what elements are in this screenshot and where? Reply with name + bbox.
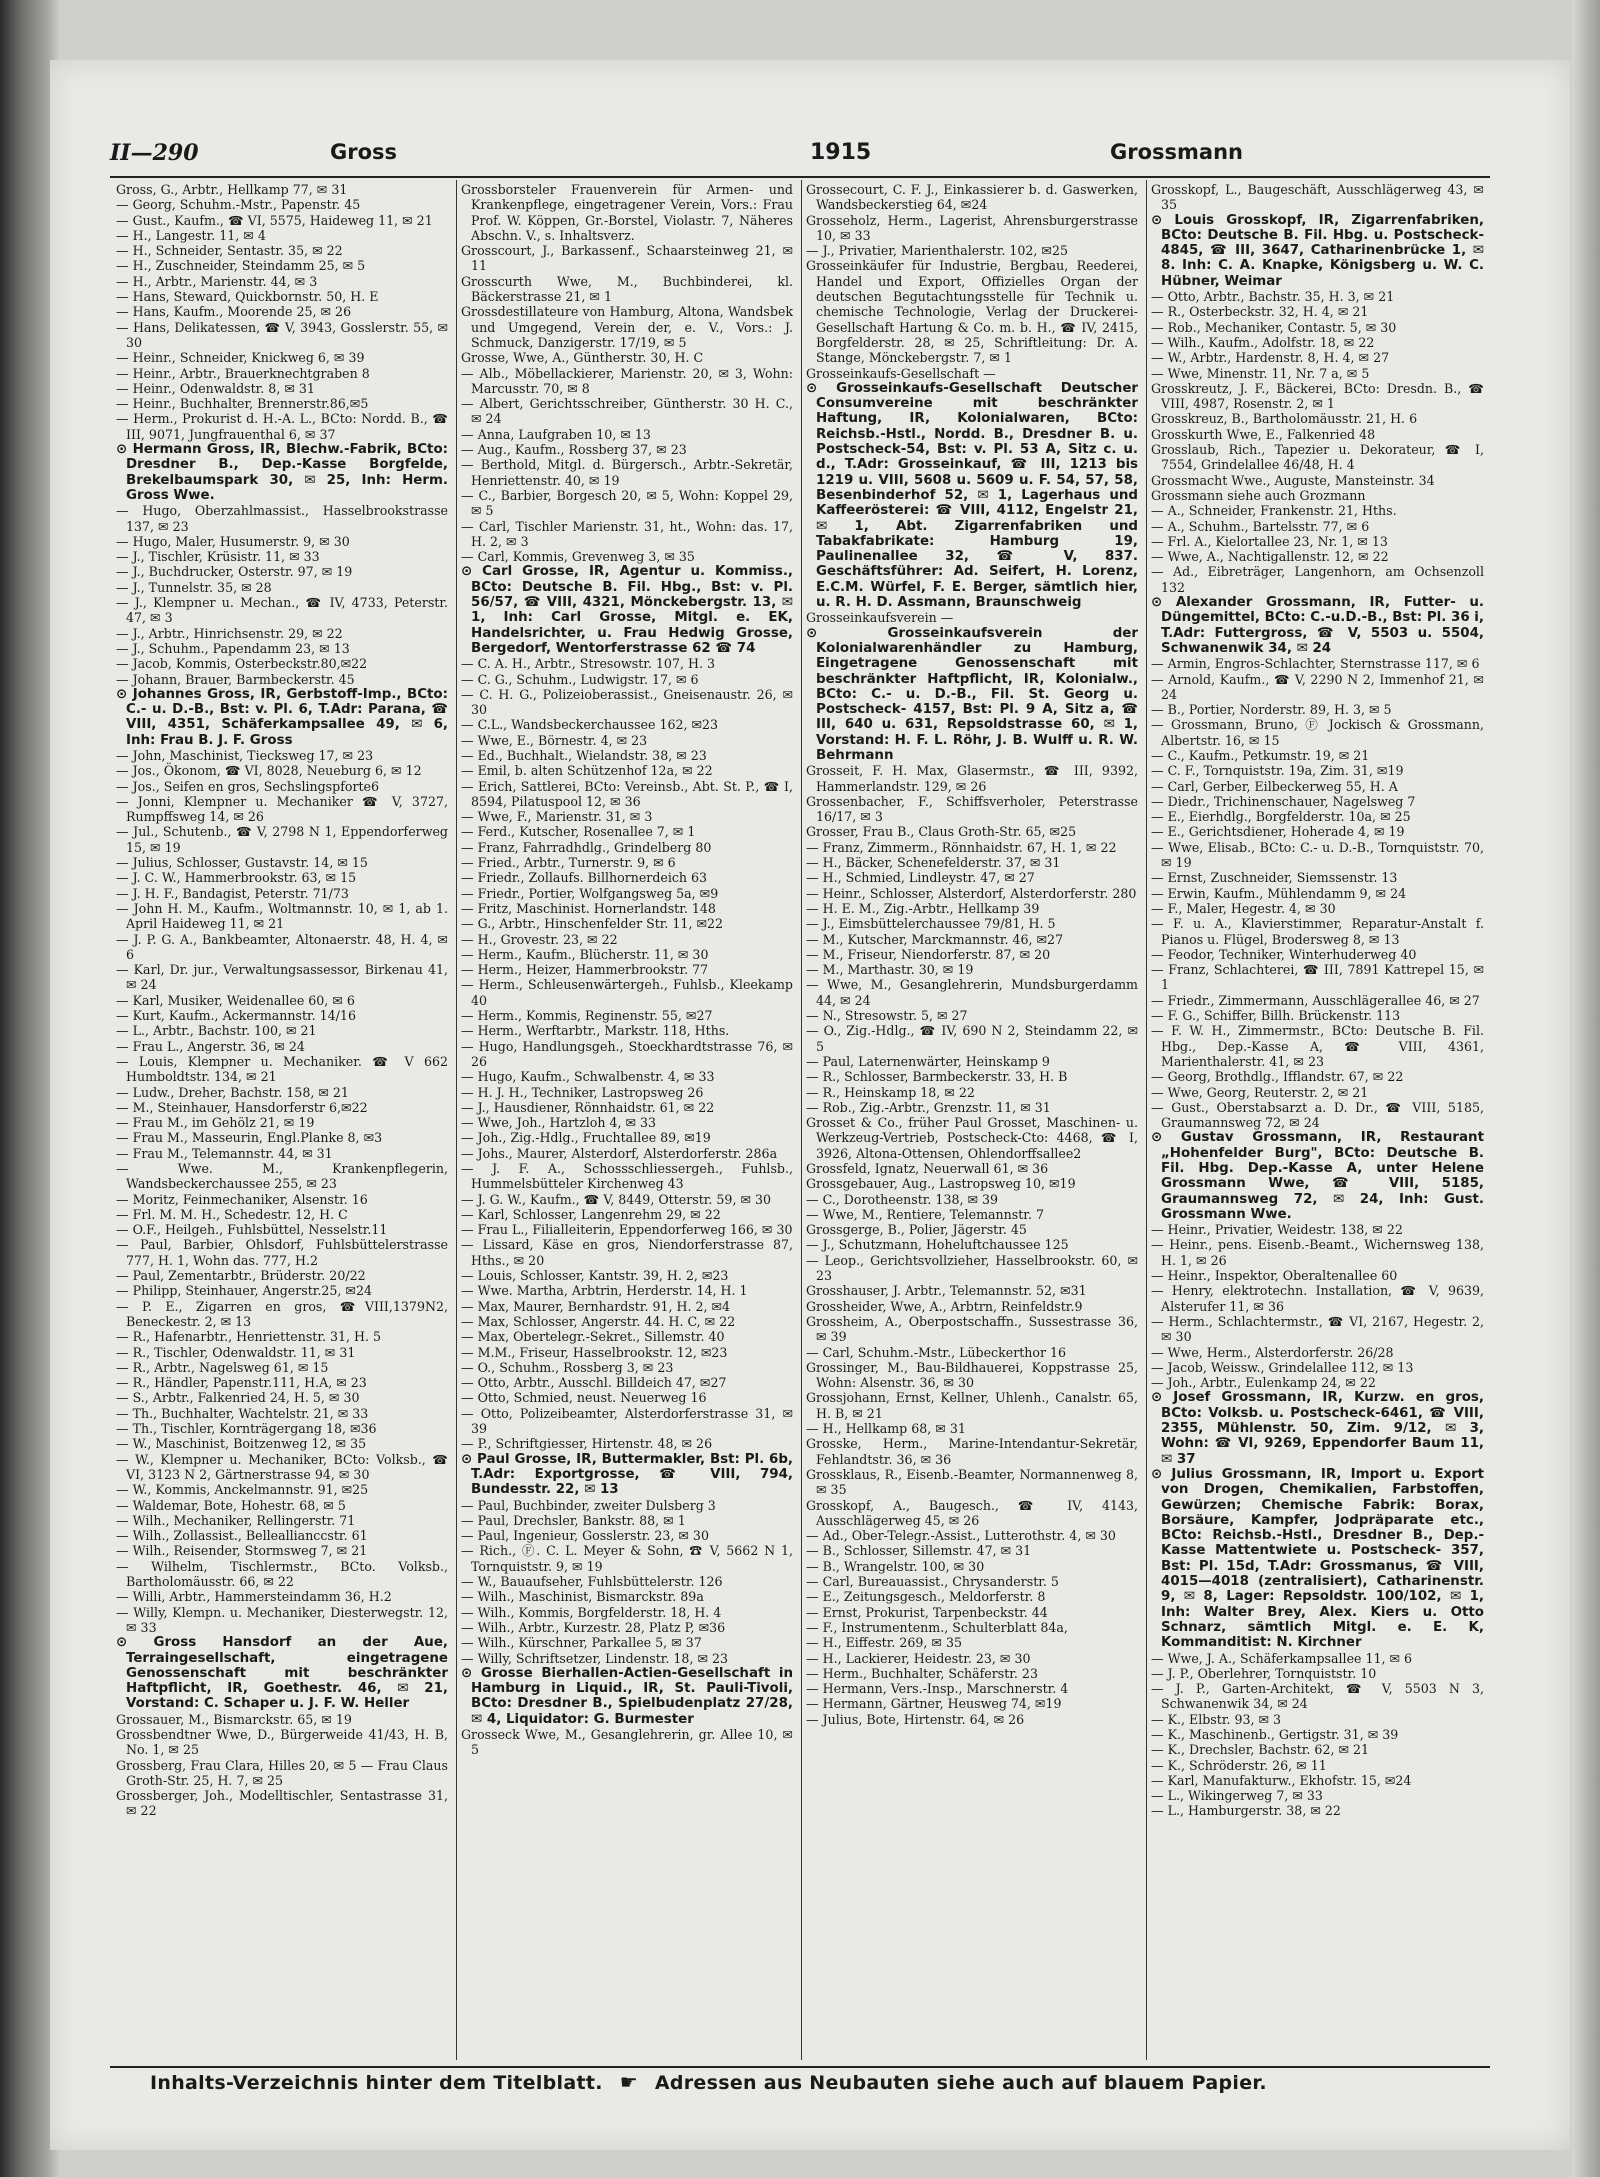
directory-entry: — Waldemar, Bote, Hohestr. 68, ✉ 5 — [116, 1497, 346, 1513]
page-number: II—290 — [110, 140, 199, 166]
directory-entry: — J. P., Oberlehrer, Tornquiststr. 10 — [1151, 1665, 1377, 1681]
directory-entry: — A., Schuhm., Bartelsstr. 77, ✉ 6 — [1151, 518, 1370, 534]
directory-entry: — L., Arbtr., Bachstr. 100, ✉ 21 — [116, 1023, 317, 1039]
directory-entry: — Aug., Kaufm., Rossberg 37, ✉ 23 — [461, 442, 687, 458]
directory-entry: — H., Grovestr. 23, ✉ 22 — [461, 931, 618, 947]
directory-entry: — M., Steinhauer, Hansdorferstr 6,✉22 — [116, 1099, 368, 1115]
directory-entry: — Erwin, Kaufm., Mühlendamm 9, ✉ 24 — [1151, 885, 1407, 901]
directory-entry: — Wwe, Minenstr. 11, Nr. 7 a, ✉ 5 — [1151, 365, 1370, 381]
directory-entry: — H. J. H., Techniker, Lastropsweg 26 — [461, 1084, 704, 1100]
directory-entry: — Georg, Brothdlg., Ifflandstr. 67, ✉ 22 — [1151, 1069, 1404, 1085]
directory-entry: — Heinr., pens. Eisenb.-Beamt., Wichernsweg 138, H. 1, ✉ 26 — [1151, 1237, 1484, 1268]
directory-entry: — Wilh., Reisender, Stormsweg 7, ✉ 21 — [116, 1543, 368, 1559]
directory-entry: — Friedr., Zimmermann, Ausschlägerallee 46, ✉ 27 — [1151, 992, 1480, 1008]
directory-entry: — Joh., Zig.-Hdlg., Fruchtallee 89, ✉19 — [461, 1130, 711, 1146]
directory-entry: — Wwe, Herm., Alsterdorferstr. 26/28 — [1151, 1344, 1394, 1360]
directory-entry: Grossauer, M., Bismarckstr. 65, ✉ 19 — [116, 1711, 352, 1727]
directory-entry: — Heinr., Privatier, Weidestr. 138, ✉ 22 — [1151, 1222, 1403, 1238]
directory-entry: — H., Zuschneider, Steindamm 25, ✉ 5 — [116, 258, 366, 274]
directory-entry: — J., Tischler, Krüsistr. 11, ✉ 33 — [116, 549, 320, 565]
directory-entry: — Karl, Manufakturw., Ekhofstr. 15, ✉24 — [1151, 1772, 1412, 1788]
directory-entry: — Herm., Schlachtermstr., ☎ VI, 2167, Hegestr. 2, ✉ 30 — [1151, 1313, 1484, 1345]
directory-entry: — W., Maschinist, Boitzenweg 12, ✉ 35 — [116, 1436, 367, 1452]
directory-entry: — W., Kommis, Anckelmannstr. 91, ✉25 — [116, 1482, 369, 1498]
scan-right-edge — [1572, 0, 1600, 2177]
directory-entry: — Carl, Gerber, Eilbeckerweg 55, H. A — [1151, 778, 1398, 794]
directory-entry: — Ferd., Kutscher, Rosenallee 7, ✉ 1 — [461, 824, 696, 840]
directory-entry: — Wilh., Maschinist, Bismarckstr. 89a — [461, 1589, 704, 1605]
directory-entry: — Paul, Laternenwärter, Heinskamp 9 — [806, 1053, 1050, 1069]
directory-entry: — Wilh., Zollassist., Belleallianccstr. 61 — [116, 1528, 368, 1544]
directory-entry: — Jacob, Kommis, Osterbeckstr.80,✉22 — [116, 656, 368, 672]
directory-entry: — Karl, Schlosser, Langenrehm 29, ✉ 22 — [461, 1206, 721, 1222]
directory-entry: — Rich., Ⓕ. C. L. Meyer & Sohn, ☎ V, 5662 N 1, Tornquiststr. 9, ✉ 19 — [461, 1543, 793, 1574]
directory-entry: — Wilh., Kaufm., Adolfstr. 18, ✉ 22 — [1151, 334, 1375, 350]
directory-entry: — C., Dorotheenstr. 138, ✉ 39 — [806, 1191, 999, 1207]
directory-entry: Grossgerge, B., Polier, Jägerstr. 45 — [806, 1222, 1027, 1238]
directory-entry: ⊙ Gross Hansdorf an der Aue, Terraingesellschaft, eingetragene Genossenschaft mit beschränkter Haftpflicht, IR, Goethestr. 46, ✉ 21, Vorstand: C. Schaper u. J. F. W. Heller — [116, 1635, 448, 1712]
directory-entry: ⊙ Gustav Grossmann, IR, Restaurant „Hohenfelder Burg", BCto: Deutsche B. Fil. Hbg. Dep.-Kasse A, unter Helene Grossmann Wwe, ☎ VIII, 5185, Graumannsweg 72, ✉ 24, Inh: Gust. Grossmann Wwe. — [1151, 1130, 1484, 1222]
directory-entry: — Grossmann, Bruno, Ⓕ Jockisch & Grossmann, Albertstr. 16, ✉ 15 — [1151, 717, 1484, 748]
directory-entry: Grossheider, Wwe, A., Arbtrn, Reinfeldstr.9 — [806, 1298, 1083, 1314]
directory-entry: — Hans, Steward, Quickbornstr. 50, H. E — [116, 289, 379, 305]
directory-entry: — Albert, Gerichtsschreiber, Güntherstr. 30 H. C., ✉ 24 — [461, 396, 793, 427]
directory-entry: Grosske, Herm., Marine-Intendantur-Sekretär, Fehlandtstr. 36, ✉ 36 — [806, 1436, 1138, 1467]
directory-entry: — R., Hafenarbtr., Henriettenstr. 31, H. 5 — [116, 1329, 382, 1345]
directory-entry: — Heinr., Odenwaldstr. 8, ✉ 31 — [116, 380, 315, 396]
directory-entry: — Hans, Kaufm., Moorende 25, ✉ 26 — [116, 304, 352, 320]
directory-entry: — Th., Buchhalter, Wachtelstr. 21, ✉ 33 — [116, 1405, 369, 1421]
directory-entry: — Paul, Drechsler, Bankstr. 88, ✉ 1 — [461, 1512, 686, 1528]
directory-entry: Grossinger, M., Bau-Bildhauerei, Koppstrasse 25, Wohn: Alsenstr. 36, ✉ 30 — [806, 1359, 1138, 1391]
directory-entry: — Hugo, Kaufm., Schwalbenstr. 4, ✉ 33 — [461, 1069, 715, 1085]
column-4 — [1147, 180, 1492, 2060]
column-2 — [457, 180, 802, 2060]
directory-entry: — Jacob, Weissw., Grindelallee 112, ✉ 13 — [1151, 1359, 1414, 1375]
directory-entry: — J., Tunnelstr. 35, ✉ 28 — [116, 579, 272, 595]
directory-entry: Grosslaub, Rich., Tapezier u. Dekorateur, ☎ I, 7554, Grindelallee 46/48, H. 4 — [1151, 442, 1484, 473]
directory-entry: Grossheim, A., Oberpostschaffn., Sussestrasse 36, ✉ 39 — [806, 1313, 1138, 1345]
left-running-head: Gross — [330, 140, 398, 164]
column-3 — [802, 180, 1147, 2060]
directory-entry: — Berthold, Mitgl. d. Bürgersch., Arbtr.-Sekretär, Henriettenstr. 40, ✉ 19 — [461, 457, 793, 488]
right-running-head: Grossmann — [1110, 140, 1243, 164]
directory-entry: — Ad., Ober-Telegr.-Assist., Lutterothstr. 4, ✉ 30 — [806, 1528, 1116, 1544]
directory-entry: — Hugo, Oberzahlmassist., Hasselbrookstrasse 137, ✉ 23 — [116, 503, 448, 534]
directory-entry: — Herm., Werftarbtr., Markstr. 118, Hths. — [461, 1023, 730, 1039]
directory-entry: — F., Maler, Hegestr. 4, ✉ 30 — [1151, 900, 1336, 916]
directory-entry: Gross, G., Arbtr., Hellkamp 77, ✉ 31 — [116, 182, 348, 197]
directory-entry: — Willy, Klempn. u. Mechaniker, Diesterwegstr. 12, ✉ 33 — [116, 1604, 448, 1635]
directory-entry: — Wilhelm, Tischlermstr., BCto. Volksb., Bartholomäusstr. 66, ✉ 22 — [116, 1558, 448, 1590]
directory-entry: — Leop., Gerichtsvollzieher, Hasselbrookstr. 60, ✉ 23 — [806, 1252, 1138, 1284]
directory-entry: — Wwe, J. A., Schäferkampsallee 11, ✉ 6 — [1151, 1650, 1413, 1666]
directory-entry: ⊙ Julius Grossmann, IR, Import u. Export von Drogen, Chemikalien, Farbstoffen, Gewürzen; Chemische Fabrik: Borax, Borsäure, Kampfer, Jodpräparate etc., BCto: Reichsb.-Hstl., Dresdner B., Dep.-Kasse Mattentwiete u. Postscheck- 357, Bst: Pl. 15d, T.Adr: Grossmanus, ☎ VIII, 4015—4018 (zentralisiert), Catharinenstr. 9, ✉ 8, Lager: Repsoldstr. 100/102, ✉ 1, Inh: Walter Brey, Alex. Kiers u. Otto Schnarz, sämtlich Mitgl. e. E. K, Kommanditist: N. Kirchner — [1151, 1466, 1484, 1651]
directory-entry: — Ludw., Dreher, Bachstr. 158, ✉ 21 — [116, 1084, 349, 1100]
directory-entry: Grosshauser, J. Arbtr., Telemannstr. 52, ✉31 — [806, 1283, 1087, 1299]
directory-entry: — Franz, Schlachterei, ☎ III, 7891 Kattrepel 15, ✉ 1 — [1151, 962, 1484, 993]
directory-entry: — Karl, Dr. jur., Verwaltungsassessor, Birkenau 41, ✉ 24 — [116, 962, 448, 993]
directory-entry: — Louis, Klempner u. Mechaniker. ☎ V 662 Humboldtstr. 134, ✉ 21 — [116, 1053, 448, 1085]
directory-entry: — J., Klempner u. Mechan., ☎ IV, 4733, Peterstr. 47, ✉ 3 — [116, 595, 448, 626]
directory-entry: — J. F. A., Schossschliessergeh., Fuhlsb., Hummelsbütteler Kirchenweg 43 — [461, 1161, 793, 1192]
directory-entry: Grosskopf, A., Baugesch., ☎ IV, 4143, Ausschlägerweg 45, ✉ 26 — [806, 1497, 1138, 1528]
directory-entry: — B., Portier, Norderstr. 89, H. 3, ✉ 5 — [1151, 702, 1392, 718]
directory-entry: — Heinr., Schlosser, Alsterdorf, Alsterdorferstr. 280 — [806, 885, 1137, 901]
directory-entry: — Lissard, Käse en gros, Niendorferstrasse 87, Hths., ✉ 20 — [461, 1237, 793, 1268]
directory-entry: — W., Bauaufseher, Fuhlsbüttelerstr. 126 — [461, 1574, 723, 1590]
directory-entry: — Frl. A., Kielortallee 23, Nr. 1, ✉ 13 — [1151, 533, 1388, 549]
directory-entry: — Henry, elektrotechn. Installation, ☎ V, 9639, Alsterufer 11, ✉ 36 — [1151, 1283, 1484, 1314]
directory-entry: — N., Stresowstr. 5, ✉ 27 — [806, 1008, 968, 1024]
directory-entry: — C. F., Tornquiststr. 19a, Zim. 31, ✉19 — [1151, 763, 1404, 779]
directory-entry: — Carl, Schuhm.-Mstr., Lübeckerthor 16 — [806, 1344, 1067, 1360]
directory-entry: — Heinr., Inspektor, Oberaltenallee 60 — [1151, 1268, 1398, 1284]
directory-entry: — Frau L., Filialleiterin, Eppendorferweg 166, ✉ 30 — [461, 1222, 793, 1238]
directory-entry: — Max, Schlosser, Angerstr. 44. H. C, ✉ 22 — [461, 1313, 736, 1329]
directory-entry: — L., Hamburgerstr. 38, ✉ 22 — [1151, 1803, 1341, 1819]
directory-entry: — Louis, Schlosser, Kantstr. 39, H. 2, ✉23 — [461, 1268, 729, 1284]
directory-entry: — H., Hellkamp 68, ✉ 31 — [806, 1421, 966, 1437]
directory-entry: — Armin, Engros-Schlachter, Sternstrasse 117, ✉ 6 — [1151, 656, 1480, 672]
directory-entry: — H., Bäcker, Schenefelderstr. 37, ✉ 31 — [806, 855, 1061, 871]
directory-entry: ⊙ Louis Grosskopf, IR, Zigarrenfabriken, BCto: Deutsche B. Fil. Hbg. u. Postscheck- 4845, ☎ III, 3647, Catharinenbrücke 1, ✉ 8. Inh: C. A. Knapke, Königsberg u. W. C. Hübner, Weimar — [1151, 212, 1484, 289]
directory-entry: — Wwe. M., Krankenpflegerin, Wandsbeckerchaussee 255, ✉ 23 — [116, 1161, 448, 1192]
directory-entry: — Julius, Bote, Hirtenstr. 64, ✉ 26 — [806, 1711, 1025, 1727]
directory-entry: — Johann, Brauer, Barmbeckerstr. 45 — [116, 671, 355, 687]
directory-entry: — Johs., Maurer, Alsterdorf, Alsterdorferstr. 286a — [461, 1145, 778, 1161]
directory-entry: Grosskurth Wwe, E., Falkenried 48 — [1151, 426, 1376, 442]
directory-entry: — Franz, Fahrradhdlg., Grindelberg 80 — [461, 839, 712, 855]
directory-entry: — Paul, Buchbinder, zweiter Dulsberg 3 — [461, 1497, 716, 1513]
directory-entry: ⊙ Hermann Gross, IR, Blechw.-Fabrik, BCto: Dresdner B., Dep.-Kasse Borgfelde, Brekelbaumspark 30, ✉ 25, Inh: Herm. Gross Wwe. — [116, 442, 448, 503]
directory-entry: — Moritz, Feinmechaniker, Alsenstr. 16 — [116, 1191, 368, 1207]
directory-entry: — H., Schmied, Lindleystr. 47, ✉ 27 — [806, 870, 1035, 886]
directory-entry: — Gust., Oberstabsarzt a. D. Dr., ☎ VIII, 5185, Graumannsweg 72, ✉ 24 — [1151, 1099, 1484, 1131]
footer-rule — [110, 2066, 1490, 2068]
directory-entry: ⊙ Grosseinkaufsverein der Kolonialwarenhändler zu Hamburg, Eingetragene Genossenschaft mit beschränkter Haftpflicht, IR, Kolonialw., BCto: C.- u. D.-B., Fil. St. Georg u. Postscheck- 4157, Bst: Pl. 9 A, Sitz a, ☎ III, 640 u. 631, Repsoldstrasse 60, ✉ 1, Vorstand: H. F. L. Röhr, J. B. Wulff u. R. W. Behrmann — [806, 625, 1138, 763]
directory-entry: Grossbendtner Wwe, D., Bürgerweide 41/43, H. B, No. 1, ✉ 25 — [116, 1726, 448, 1758]
directory-entry: — Friedr., Zollaufs. Billhornerdeich 63 — [461, 870, 708, 886]
directory-entry: — C. A. H., Arbtr., Stresowstr. 107, H. 3 — [461, 656, 715, 672]
directory-entry: Grossjohann, Ernst, Kellner, Uhlenh., Canalstr. 65, H. B, ✉ 21 — [806, 1390, 1138, 1421]
directory-entry: — F., Instrumentenm., Schulterblatt 84a, — [806, 1619, 1068, 1635]
directory-entry: — Diedr., Trichinenschauer, Nagelsweg 7 — [1151, 793, 1416, 809]
directory-entry: — J. P. G. A., Bankbeamter, Altonaerstr. 48, H. 4, ✉ 6 — [116, 931, 448, 962]
directory-entry: — Franz, Zimmerm., Rönnhaidstr. 67, H. 1, ✉ 22 — [806, 839, 1117, 855]
directory-entry: — H., Schneider, Sentastr. 35, ✉ 22 — [116, 243, 343, 259]
column-1 — [112, 180, 457, 2060]
directory-entry: — Jonni, Klempner u. Mechaniker ☎ V, 3727, Rumpffsweg 14, ✉ 26 — [116, 793, 448, 825]
directory-entry: — Wwe, Elisab., BCto: C.- u. D.-B., Tornquiststr. 70, ✉ 19 — [1151, 839, 1484, 871]
directory-entry: Grossborsteler Frauenverein für Armen- und Krankenpflege, eingetragener Verein, Vors.: Frau Prof. W. Köppen, Gr.-Borstel, Violastr. 7, Näheres Abschn. V., s. Inhaltsverz. — [461, 182, 793, 243]
directory-entry: ⊙ Grosse Bierhallen-Actien-Gesellschaft in Hamburg in Liquid., IR, St. Pauli-Tivoli, BCto: Dresdner B., Spielbudenplatz 27/28, ✉ 4, Liquidator: G. Burmester — [461, 1665, 793, 1727]
directory-entry: — Rob., Zig.-Arbtr., Grenzstr. 11, ✉ 31 — [806, 1099, 1051, 1115]
directory-entry: — Georg, Schuhm.-Mstr., Papenstr. 45 — [116, 197, 361, 213]
directory-entry: — Paul, Ingenieur, Gosslerstr. 23, ✉ 30 — [461, 1528, 709, 1544]
directory-entry: Grossenbacher, F., Schiffsverholer, Peterstrasse 16/17, ✉ 3 — [806, 793, 1138, 825]
directory-entry: Grosser, Frau B., Claus Groth-Str. 65, ✉25 — [806, 824, 1077, 840]
directory-entry: — Willi, Arbtr., Hammersteindamm 36, H.2 — [116, 1589, 392, 1605]
directory-entry: — W., Klempner u. Mechaniker, BCto: Volksb., ☎ VI, 3123 N 2, Gärtnerstrasse 94, ✉ 30 — [116, 1451, 448, 1482]
directory-entry: Grossecourt, C. F. J., Einkassierer b. d. Gaswerken, Wandsbeckerstieg 64, ✉24 — [806, 182, 1138, 213]
directory-entry: — K., Elbstr. 93, ✉ 3 — [1151, 1711, 1282, 1727]
directory-entry: — Karl, Musiker, Weidenallee 60, ✉ 6 — [116, 992, 355, 1008]
directory-entry: — F. u. A., Klavierstimmer, Reparatur-Anstalt f. Pianos u. Flügel, Brodersweg 8, ✉ 13 — [1151, 916, 1484, 947]
directory-entry: — Otto, Polizeibeamter, Alsterdorferstrasse 31, ✉ 39 — [461, 1405, 793, 1437]
directory-entry: Grosseinkaufsverein — — [806, 610, 954, 626]
directory-entry: — R., Tischler, Odenwaldstr. 11, ✉ 31 — [116, 1344, 356, 1360]
directory-entry: Grosscourt, J., Barkassenf., Schaarsteinweg 21, ✉ 11 — [461, 243, 793, 274]
directory-entry: — J. H. F., Bandagist, Peterstr. 71/73 — [116, 885, 349, 901]
directory-entry: — E., Zeitungsgesch., Meldorferstr. 8 — [806, 1589, 1046, 1605]
page-footer — [150, 2070, 1450, 2094]
directory-entry: Grossdestillateure von Hamburg, Altona, Wandsbek und Umgegend, Verein der, e. V., Vors.: J. Schmuck, Danzigerstr. 17/19, ✉ 5 — [461, 304, 793, 350]
directory-entry: Grosskreutz, J. F., Bäckerei, BCto: Dresdn. B., ☎ VIII, 4987, Rosenstr. 2, ✉ 1 — [1151, 380, 1484, 412]
directory-entry: — Anna, Laufgraben 10, ✉ 13 — [461, 426, 651, 442]
directory-entry: — B., Schlosser, Sillemstr. 47, ✉ 31 — [806, 1543, 1032, 1559]
directory-entry: — Frau M., Telemannstr. 44, ✉ 31 — [116, 1145, 333, 1161]
directory-entry: — R., Osterbeckstr. 32, H. 4, ✉ 21 — [1151, 304, 1369, 320]
footer-index-note: Inhalts-Verzeichnis hinter dem Titelblatt. — [150, 2072, 603, 2094]
directory-entry: — R., Schlosser, Barmbeckerstr. 33, H. B — [806, 1069, 1068, 1085]
directory-entry: — E., Eierhdlg., Borgfelderstr. 10a, ✉ 25 — [1151, 809, 1411, 825]
directory-entry: — Herm., Heizer, Hammerbrookstr. 77 — [461, 962, 709, 978]
directory-entry: — Ed., Buchhalt., Wielandstr. 38, ✉ 23 — [461, 747, 707, 763]
directory-entry: — Emil, b. alten Schützenhof 12a, ✉ 22 — [461, 763, 713, 779]
directory-entry: — H., Lackierer, Heidestr. 23, ✉ 30 — [806, 1650, 1031, 1666]
directory-entry: — Gust., Kaufm., ☎ VI, 5575, Haideweg 11, ✉ 21 — [116, 212, 433, 228]
directory-entry: — Kurt, Kaufm., Ackermannstr. 14/16 — [116, 1008, 356, 1024]
directory-entry: — Otto, Schmied, neust. Neuerweg 16 — [461, 1390, 707, 1406]
directory-entry: — Friedr., Portier, Wolfgangsweg 5a, ✉9 — [461, 885, 719, 901]
directory-entry: Grossberger, Joh., Modelltischler, Sentastrasse 31, ✉ 22 — [116, 1788, 448, 1819]
directory-entry: — Wwe, M., Rentiere, Telemannstr. 7 — [806, 1206, 1044, 1222]
directory-entry: — Wwe, Georg, Reuterstr. 2, ✉ 21 — [1151, 1084, 1369, 1100]
directory-entry: — Alb., Möbellackierer, Marienstr. 20, ✉ 3, Wohn: Marcusstr. 70, ✉ 8 — [461, 365, 793, 396]
directory-entry: — Herm., Prokurist d. H.-A. L., BCto: Nordd. B., ☎ III, 9071, Jungfrauenthal 6, ✉ 37 — [116, 411, 448, 442]
directory-entry: — Wilh., Kürschner, Parkallee 5, ✉ 37 — [461, 1635, 702, 1651]
directory-entry: — Frau M., im Gehölz 21, ✉ 19 — [116, 1115, 315, 1131]
directory-entry: Grosset & Co., früher Paul Grosset, Maschinen- u. Werkzeug-Vertrieb, Postscheck-Cto: 4468, ☎ I, 3926, Altona-Ottensen, Ohlendorffsallee2 — [806, 1115, 1138, 1161]
directory-entry: ⊙ Johannes Gross, IR, Gerbstoff-Imp., BCto: C.- u. D.-B., Bst: v. Pl. 6, T.Adr: Parana, ☎ VIII, 4351, Schäferkampsallee 49, ✉ 6, Inh: Frau B. J. F. Gross — [116, 686, 448, 748]
directory-entry: — J. C. W., Hammerbrookstr. 63, ✉ 15 — [116, 870, 357, 886]
directory-entry: — R., Arbtr., Nagelsweg 61, ✉ 15 — [116, 1359, 329, 1375]
directory-entry: — Jos., Ökonom, ☎ VI, 8028, Neueburg 6, ✉ 12 — [116, 763, 422, 779]
directory-entry: — Carl, Bureauassist., Chrysanderstr. 5 — [806, 1574, 1059, 1590]
directory-entry: — F. W. H., Zimmermstr., BCto: Deutsche B. Fil. Hbg., Dep.-Kasse A, ☎ VIII, 4361, Marienthalerstr. 41, ✉ 23 — [1151, 1023, 1484, 1069]
directory-entry: Grosscurth Wwe, M., Buchbinderei, kl. Bäckerstrasse 21, ✉ 1 — [461, 273, 793, 305]
directory-entry: — Otto, Arbtr., Ausschl. Billdeich 47, ✉27 — [461, 1375, 727, 1391]
directory-entry: — Paul, Zementarbtr., Brüderstr. 20/22 — [116, 1268, 366, 1284]
directory-entry: — H. E. M., Zig.-Arbtr., Hellkamp 39 — [806, 900, 1040, 916]
directory-entry: — John, Maschinist, Tiecksweg 17, ✉ 23 — [116, 747, 374, 763]
directory-entry: — J., Arbtr., Hinrichsenstr. 29, ✉ 22 — [116, 625, 343, 641]
directory-entry: — Frau L., Angerstr. 36, ✉ 24 — [116, 1038, 305, 1054]
directory-entry: ⊙ Carl Grosse, IR, Agentur u. Kommiss., BCto: Deutsche B. Fil. Hbg., Bst: v. Pl. 56/57, ☎ VIII, 4321, Mönckebergstr. 13, ✉ 1, Inh: Carl Grosse, Mitgl. e. EK, Handelsrichter, u. Frau Hedwig Grosse, Bergedorf, Wentorferstrasse 62 ☎ 74 — [461, 564, 793, 656]
directory-entry: — J., Schutzmann, Hoheluftchaussee 125 — [806, 1237, 1069, 1253]
directory-entry: — H., Langestr. 11, ✉ 4 — [116, 227, 266, 243]
directory-entry: — Hugo, Handlungsgeh., Stoeckhardtstrasse 76, ✉ 26 — [461, 1038, 793, 1069]
directory-entry: — Ernst, Prokurist, Tarpenbeckstr. 44 — [806, 1604, 1048, 1620]
directory-entry: — Hans, Delikatessen, ☎ V, 3943, Gosslerstr. 55, ✉ 30 — [116, 319, 448, 350]
directory-entry: — Hugo, Maler, Husumerstr. 9, ✉ 30 — [116, 533, 350, 549]
directory-entry: — Jul., Schutenb., ☎ V, 2798 N 1, Eppendorferweg 15, ✉ 19 — [116, 824, 448, 855]
directory-entry: — Herm., Buchhalter, Schäferstr. 23 — [806, 1665, 1038, 1681]
directory-entry: — Rob., Mechaniker, Contastr. 5, ✉ 30 — [1151, 319, 1397, 335]
directory-entry: — Wwe, A., Nachtigallenstr. 12, ✉ 22 — [1151, 549, 1389, 565]
year-heading: 1915 — [810, 140, 872, 165]
directory-entry: — Wwe, Joh., Hartzloh 4, ✉ 33 — [461, 1115, 657, 1131]
directory-entry: — C., Barbier, Borgesch 20, ✉ 5, Wohn: Koppel 29, ✉ 5 — [461, 487, 793, 519]
directory-entry: — J., Eimsbüttelerchaussee 79/81, H. 5 — [806, 916, 1056, 932]
directory-entry: — Willy, Schriftsetzer, Lindenstr. 18, ✉ 23 — [461, 1650, 729, 1666]
directory-entry: — Max, Obertelegr.-Sekret., Sillemstr. 40 — [461, 1329, 725, 1345]
directory-entry: — O., Schuhm., Rossberg 3, ✉ 23 — [461, 1359, 674, 1375]
directory-entry: — Paul, Barbier, Ohlsdorf, Fuhlsbüttelerstrasse 777, H. 1, Wohn das. 777, H.2 — [116, 1237, 448, 1268]
directory-entry: — M., Kutscher, Marckmannstr. 46, ✉27 — [806, 931, 1064, 947]
directory-entry: — Wwe. Martha, Arbtrin, Herderstr. 14, H. 1 — [461, 1283, 748, 1299]
directory-entry: — H., Eiffestr. 269, ✉ 35 — [806, 1635, 963, 1651]
directory-entry: — J. G. W., Kaufm., ☎ V, 8449, Otterstr. 59, ✉ 30 — [461, 1191, 772, 1207]
directory-entry: — Herm., Schleusenwärtergeh., Fuhlsb., Kleekamp 40 — [461, 977, 793, 1008]
directory-entry: — W., Arbtr., Hardenstr. 8, H. 4, ✉ 27 — [1151, 350, 1390, 366]
directory-entry: Grosseholz, Herm., Lagerist, Ahrensburgerstrasse 10, ✉ 33 — [806, 212, 1138, 243]
directory-columns — [112, 180, 1492, 2060]
directory-entry: — Julius, Schlosser, Gustavstr. 14, ✉ 15 — [116, 855, 368, 871]
directory-entry: — Wilh., Mechaniker, Rellingerstr. 71 — [116, 1512, 356, 1528]
directory-entry: — Fried., Arbtr., Turnerstr. 9, ✉ 6 — [461, 855, 676, 871]
directory-entry: — C. G., Schuhm., Ludwigstr. 17, ✉ 6 — [461, 671, 699, 687]
directory-entry: — Joh., Arbtr., Eulenkamp 24, ✉ 22 — [1151, 1375, 1376, 1391]
directory-entry: — Hermann, Vers.-Insp., Marschnerstr. 4 — [806, 1681, 1069, 1697]
footer-new-buildings-note: Adressen aus Neubauten siehe auch auf blauem Papier. — [654, 2072, 1267, 2094]
directory-entry: Grosseit, F. H. Max, Glasermstr., ☎ III, 9392, Hammerlandstr. 129, ✉ 26 — [806, 763, 1138, 794]
directory-entry: — Jos., Seifen en gros, Sechslingspforte6 — [116, 778, 379, 794]
directory-entry: — J., Hausdiener, Rönnhaidstr. 61, ✉ 22 — [461, 1099, 715, 1115]
directory-entry: — Heinr., Arbtr., Brauerknechtgraben 8 — [116, 365, 370, 381]
directory-entry: — R., Heinskamp 18, ✉ 22 — [806, 1084, 975, 1100]
directory-entry: — John H. M., Kaufm., Woltmannstr. 10, ✉ 1, ab 1. April Haideweg 11, ✉ 21 — [116, 900, 448, 932]
directory-entry: — Ad., Eibreträger, Langenhorn, am Ochsenzoll 132 — [1151, 564, 1484, 595]
directory-entry: — Herm., Kommis, Reginenstr. 55, ✉27 — [461, 1008, 713, 1024]
directory-entry: Grossmacht Wwe., Auguste, Mansteinstr. 34 — [1151, 472, 1435, 488]
directory-entry: Grossklaus, R., Eisenb.-Beamter, Normannenweg 8, ✉ 35 — [806, 1466, 1138, 1498]
directory-entry: — O.F., Heilgeh., Fuhlsbüttel, Nesselstr.11 — [116, 1222, 388, 1238]
directory-entry: — Wwe, M., Gesanglehrerin, Mundsburgerdamm 44, ✉ 24 — [806, 977, 1138, 1008]
directory-entry: — Frl. M. M. H., Schedestr. 12, H. C — [116, 1206, 348, 1222]
directory-entry: — Hermann, Gärtner, Heusweg 74, ✉19 — [806, 1696, 1062, 1712]
directory-entry: Grossberg, Frau Clara, Hilles 20, ✉ 5 — Frau Claus Groth-Str. 25, H. 7, ✉ 25 — [116, 1757, 448, 1788]
directory-entry: ⊙ Josef Grossmann, IR, Kurzw. en gros, BCto: Volksb. u. Postscheck-6461, ☎ VIII, 2355, Mühlenstr. 50, Zim. 9/12, ✉ 3, Wohn: ☎ VI, 9269, Eppendorfer Baum 11, ✉ 37 — [1151, 1390, 1484, 1467]
directory-entry: — P., Schriftgiesser, Hirtenstr. 48, ✉ 26 — [461, 1436, 713, 1452]
directory-entry: — Herm., Kaufm., Blücherstr. 11, ✉ 30 — [461, 946, 709, 962]
directory-entry: — Th., Tischler, Kornträgergang 18, ✉36 — [116, 1421, 377, 1437]
directory-entry: — Carl, Kommis, Grevenweg 3, ✉ 35 — [461, 549, 695, 565]
directory-entry: — J., Privatier, Marienthalerstr. 102, ✉25 — [806, 243, 1068, 259]
header-rule — [110, 176, 1490, 178]
directory-entry: Grosseinkäufer für Industrie, Bergbau, Reederei, Handel und Export, Offizielles Organ der deutschen Begutachtungsstelle für Technik u. chemische Technologie, Verlag der Druckerei-Gesellschaft Hartung & Co. m. b. H., ☎ IV, 2415, Borgfelderstr. 28, ✉ 25, Schriftleitung: Dr. A. Stange, Mönckebergstr. 7, ✉ 1 — [806, 258, 1138, 366]
directory-entry: — M., Marthastr. 30, ✉ 19 — [806, 962, 974, 978]
directory-entry: — Heinr., Buchhalter, Brennerstr.86,✉5 — [116, 396, 369, 412]
directory-entry: Grossmann siehe auch Grozmann — [1151, 487, 1366, 503]
directory-entry: Grossfeld, Ignatz, Neuerwall 61, ✉ 36 — [806, 1161, 1049, 1176]
directory-entry: — Wilh., Arbtr., Kurzestr. 28, Platz P, ✉36 — [461, 1619, 726, 1635]
directory-entry: — F. G., Schiffer, Billh. Brückenstr. 113 — [1151, 1008, 1401, 1024]
directory-entry: — Carl, Tischler Marienstr. 31, ht., Wohn: das. 17, H. 2, ✉ 3 — [461, 518, 793, 549]
pointing-hand-icon: ☛ — [619, 2070, 638, 2094]
directory-entry: — L., Wikingerweg 7, ✉ 33 — [1151, 1788, 1323, 1804]
directory-entry: — P. E., Zigarren en gros, ☎VIII,1379N2, Beneckestr. 2, ✉ 13 — [116, 1298, 448, 1329]
directory-entry: — M.M., Friseur, Hasselbrookstr. 12, ✉23 — [461, 1344, 728, 1360]
directory-entry: — K., Maschinenb., Gertigstr. 31, ✉ 39 — [1151, 1726, 1399, 1742]
directory-entry: — Fritz, Maschinist. Hornerlandstr. 148 — [461, 900, 716, 916]
directory-entry: — Feodor, Techniker, Winterhuderweg 40 — [1151, 946, 1417, 962]
directory-entry: — Max, Maurer, Bernhardstr. 91, H. 2, ✉4 — [461, 1298, 731, 1314]
directory-entry: — Otto, Arbtr., Bachstr. 35, H. 3, ✉ 21 — [1151, 289, 1395, 305]
directory-entry: ⊙ Alexander Grossmann, IR, Futter- u. Düngemittel, BCto: C.-u.D.-B., Bst: Pl. 36 i, T.Adr: Futtergross, ☎ V, 5503 u. 5504, Schwanenwik 34, ✉ 24 — [1151, 595, 1484, 656]
directory-entry: — E., Gerichtsdiener, Hoherade 4, ✉ 19 — [1151, 824, 1405, 840]
directory-entry: — Erich, Sattlerei, BCto: Vereinsb., Abt. St. P., ☎ I, 8594, Pilatuspool 12, ✉ 36 — [461, 778, 793, 809]
directory-entry: — J. P., Garten-Architekt, ☎ V, 5503 N 3, Schwanenwik 34, ✉ 24 — [1151, 1681, 1484, 1712]
directory-entry: — H., Arbtr., Marienstr. 44, ✉ 3 — [116, 273, 318, 289]
directory-entry: Grosseinkaufs-Gesellschaft — — [806, 365, 996, 381]
directory-entry: Grosse, Wwe, A., Güntherstr. 30, H. C — [461, 350, 704, 366]
directory-entry: — O., Zig.-Hdlg., ☎ IV, 690 N 2, Steindamm 22, ✉ 5 — [806, 1023, 1138, 1054]
directory-entry: — A., Schneider, Frankenstr. 21, Hths. — [1151, 503, 1397, 519]
directory-entry: ⊙ Paul Grosse, IR, Buttermakler, Bst: Pl. 6b, T.Adr: Exportgrosse, ☎ VIII, 794, Bundesstr. 22, ✉ 13 — [461, 1451, 793, 1498]
directory-entry: — C.L., Wandsbeckerchaussee 162, ✉23 — [461, 717, 719, 733]
directory-entry: — K., Schröderstr. 26, ✉ 11 — [1151, 1757, 1327, 1773]
directory-entry: Grosskreuz, B., Bartholomäusstr. 21, H. 6 — [1151, 411, 1418, 427]
directory-entry: — J., Buchdrucker, Osterstr. 97, ✉ 19 — [116, 564, 353, 580]
directory-entry: — M., Friseur, Niendorferstr. 87, ✉ 20 — [806, 946, 1051, 962]
directory-entry: Grosseck Wwe, M., Gesanglehrerin, gr. Allee 10, ✉ 5 — [461, 1726, 793, 1758]
directory-entry: — Wwe, F., Marienstr. 31, ✉ 3 — [461, 809, 653, 825]
directory-entry: — Ernst, Zuschneider, Siemssenstr. 13 — [1151, 870, 1398, 886]
directory-entry: — J., Schuhm., Papendamm 23, ✉ 13 — [116, 640, 350, 656]
directory-entry: Grosskopf, L., Baugeschäft, Ausschlägerweg 43, ✉ 35 — [1151, 182, 1484, 213]
directory-entry: — C. H. G., Polizeioberassist., Gneisenaustr. 26, ✉ 30 — [461, 686, 793, 718]
directory-entry: — C., Kaufm., Petkumstr. 19, ✉ 21 — [1151, 747, 1370, 763]
directory-entry: — Frau M., Masseurin, Engl.Planke 8, ✉3 — [116, 1130, 383, 1146]
directory-entry: — Wwe, E., Börnestr. 4, ✉ 23 — [461, 732, 648, 748]
directory-entry: ⊙ Grosseinkaufs-Gesellschaft Deutscher Consumvereine mit beschränkter Haftung, IR, Kolonialwaren, BCto: Reichsb.-Hstl., Nordd. B., Dresdner B. u. Postscheck-54, Bst: v. Pl. 53 A, Sitz c. u. d., T.Adr: Grosseinkauf, ☎ III, 1213 bis 1219 u. VIII, 5608 u. 5609 u. F. 54, 57, 58, Besenbinderhof 52, ✉ 1, Lagerhaus und Kaffeerösterei: ☎ VIII, 4112, Engelstr 21, ✉ 1, Abt. Zigarrenfabriken und Tabakfabrikate: Hamburg 19, Paulinenallee 32, ☎ V, 837. Geschäftsführer: Ad. Seifert, H. Lorenz, E.C.M. Würfel, F. E. Berger, sämtlich hier, u. R. H. D. Assmann, Braunschweig — [806, 380, 1138, 611]
directory-entry: — B., Wrangelstr. 100, ✉ 30 — [806, 1558, 985, 1574]
directory-entry: Grossgebauer, Aug., Lastropsweg 10, ✉19 — [806, 1176, 1076, 1192]
directory-entry: — Heinr., Schneider, Knickweg 6, ✉ 39 — [116, 350, 365, 366]
directory-entry: — K., Drechsler, Bachstr. 62, ✉ 21 — [1151, 1742, 1370, 1758]
directory-entry: — Philipp, Steinhauer, Angerstr.25, ✉24 — [116, 1283, 373, 1299]
directory-entry: — G., Arbtr., Hinschenfelder Str. 11, ✉22 — [461, 916, 724, 932]
directory-entry: — R., Händler, Papenstr.111, H.A, ✉ 23 — [116, 1375, 367, 1391]
directory-entry: — S., Arbtr., Falkenried 24, H. 5, ✉ 30 — [116, 1390, 360, 1406]
directory-entry: — Arnold, Kaufm., ☎ V, 2290 N 2, Immenhof 21, ✉ 24 — [1151, 671, 1484, 702]
page-header — [110, 140, 1470, 176]
directory-entry: — Wilh., Kommis, Borgfelderstr. 18, H. 4 — [461, 1604, 722, 1620]
